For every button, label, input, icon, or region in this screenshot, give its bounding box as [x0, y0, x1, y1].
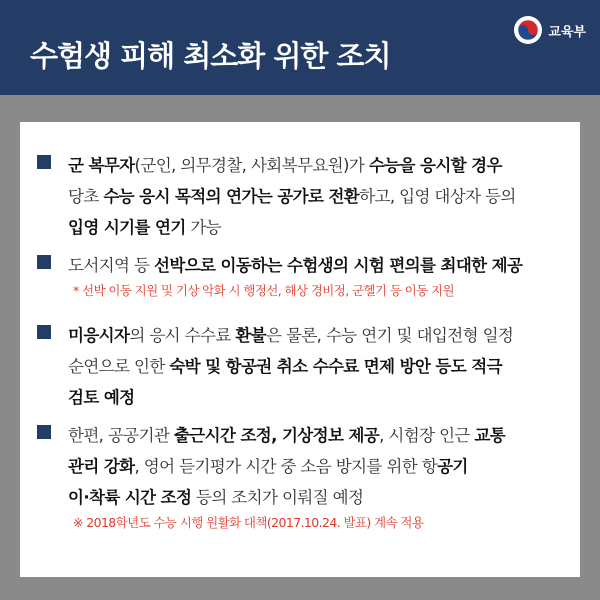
body-text: 도서지역 등 — [68, 256, 154, 275]
emphasis-text: 환불 — [235, 326, 267, 345]
body-text: 당초 — [68, 187, 104, 206]
item-line — [68, 482, 567, 513]
square-bullet-icon — [37, 155, 51, 169]
body-text: 등의 조치가 이뤄질 예정 — [191, 488, 364, 507]
measure-item-military — [37, 150, 567, 243]
item-note: ※ 2018학년도 수능 시행 원활화 대책(2017.10.24. 발표) 계속 적용 — [73, 515, 424, 530]
item-line — [68, 451, 567, 482]
measure-item-refund — [37, 320, 567, 413]
item-text — [68, 250, 567, 281]
item-note: * 선박 이동 지원 및 기상 악화 시 행정선, 해상 경비정, 군헬기 등 이동 지원 — [73, 283, 454, 298]
item-line — [68, 150, 567, 181]
measure-item-island — [37, 250, 567, 301]
item-line — [68, 250, 567, 281]
emphasis-text: 숙박 및 항공권 취소 수수료 면제 방안 등도 적극 — [169, 357, 502, 376]
square-bullet-icon — [37, 325, 51, 339]
emphasis-text: 수능을 응시할 경우 — [368, 156, 502, 175]
emphasis-text: 검토 예정 — [68, 388, 135, 407]
square-bullet-icon — [37, 255, 51, 269]
emphasis-text: 선박으로 이동하는 수험생의 시험 편의를 최대한 제공 — [154, 256, 523, 275]
body-text: 은 물론, 수능 연기 및 대입전형 일정 — [266, 326, 514, 345]
body-text: 한편, 공공기관 — [68, 426, 174, 445]
body-text: (군인, 의무경찰, 사회복무요원)가 — [134, 156, 369, 175]
square-bullet-icon — [37, 425, 51, 439]
emphasis-text: 출근시간 조정, 기상정보 제공 — [173, 426, 380, 445]
emphasis-text: 공기 — [437, 457, 468, 476]
content-card — [20, 122, 580, 577]
emphasis-text: 관리 강화 — [68, 457, 135, 476]
item-line — [68, 382, 567, 413]
emphasis-text: 수능 응시 목적의 연가는 공가로 전환 — [103, 187, 360, 206]
item-line — [68, 351, 567, 382]
taegeuk-emblem-icon — [514, 16, 542, 44]
emphasis-text: 미응시자 — [68, 326, 130, 345]
emphasis-text: 이·착륙 시간 조정 — [68, 488, 192, 507]
page-title: 수험생 피해 최소화 위한 조치 — [30, 39, 391, 73]
ministry-logo — [514, 16, 586, 44]
item-text — [68, 150, 567, 243]
body-text: 하고, 입영 대상자 등의 — [359, 187, 516, 206]
body-text: 가능 — [185, 218, 221, 237]
body-text: 순연으로 인한 — [68, 357, 170, 376]
emphasis-text: 입영 시기를 연기 — [68, 218, 186, 237]
body-text: , 영어 듣기평가 시간 중 소음 방지를 위한 항 — [134, 457, 438, 476]
item-line — [68, 320, 567, 351]
item-line — [68, 181, 567, 212]
header-banner — [0, 0, 600, 95]
measure-item-public — [37, 420, 567, 533]
body-text: 의 응시 수수료 — [129, 326, 236, 345]
item-line — [68, 212, 567, 243]
emphasis-text: 교통 — [474, 426, 506, 445]
item-text — [68, 420, 567, 513]
body-text: , 시험장 인근 — [379, 426, 475, 445]
item-text — [68, 320, 567, 413]
emphasis-text: 군 복무자 — [68, 156, 135, 175]
item-line — [68, 420, 567, 451]
ministry-name: 교육부 — [548, 24, 586, 40]
